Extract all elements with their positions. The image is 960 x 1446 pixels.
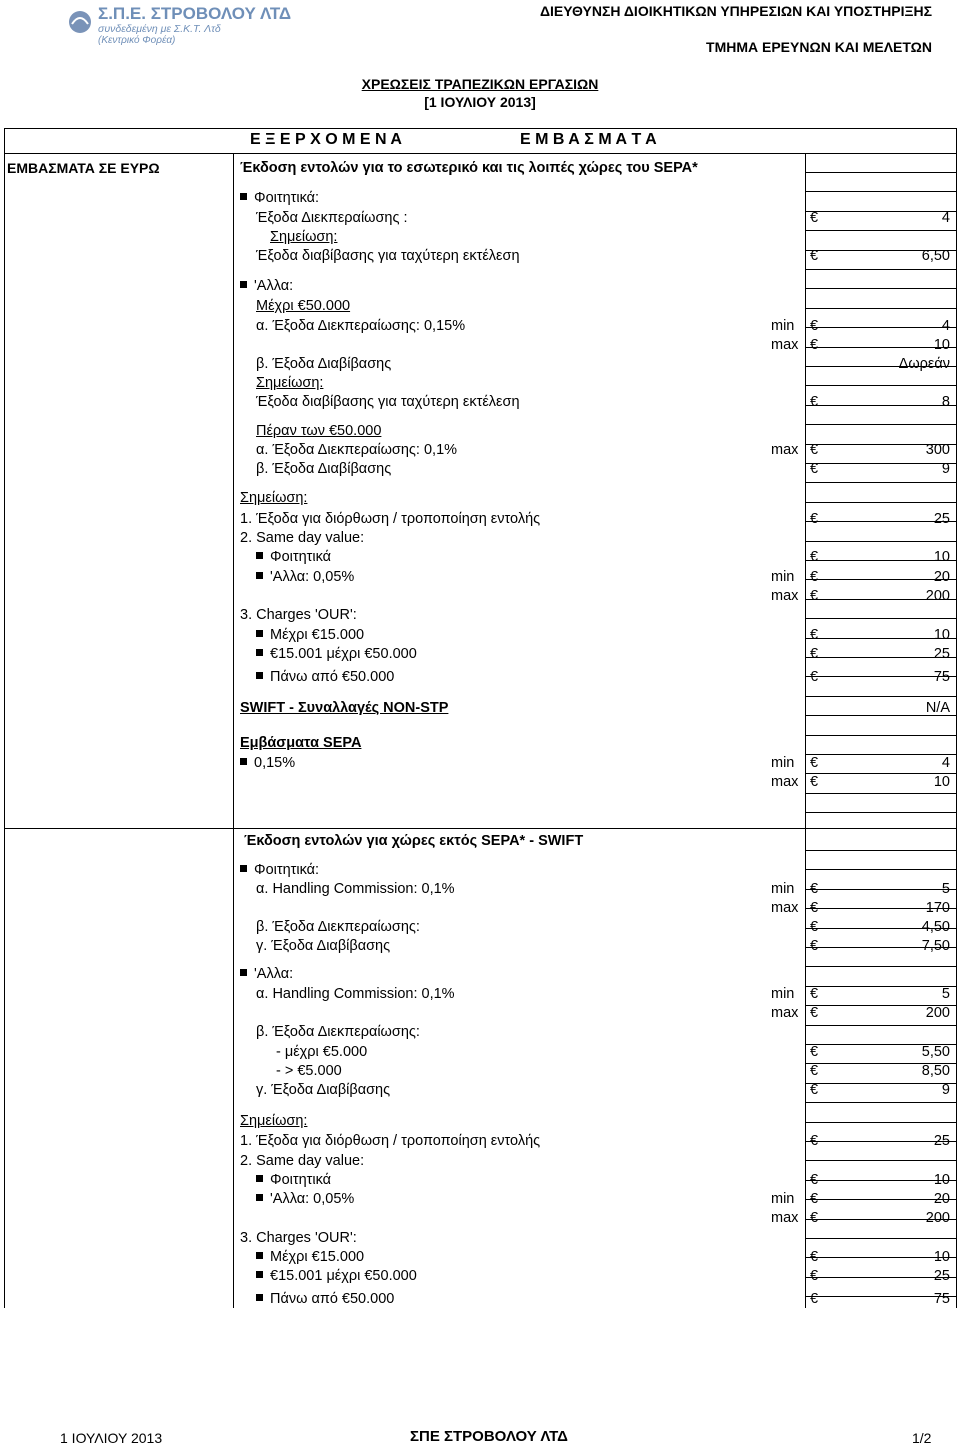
s2-o-c-transfer: γ. Έξοδα Διαβίβασης <box>256 1082 391 1098</box>
s2-our-a: Μέχρι €15.000 <box>256 1249 364 1265</box>
s1-sameday-students: Φοιτητικά <box>256 549 331 565</box>
grid-line <box>805 463 956 464</box>
s2-a-handling: α. Handling Commission: 0,1% <box>256 881 455 897</box>
footer-page: 1/2 <box>912 1430 932 1446</box>
s1-processing: Έξοδα Διεκπεραίωσης : <box>256 210 408 226</box>
section1-title: Έκδοση εντολών για το εσωτερικό και τις λοιπές χώρες του SEPA* <box>240 160 698 176</box>
s1-note2: Σημείωση: <box>256 375 324 391</box>
grid-line <box>805 541 956 542</box>
logo-title: Σ.Π.Ε. ΣΤΡΟΒΟΛΟΥ ΛΤΔ <box>98 4 292 23</box>
s1-note-correction: 1. Έξοδα για διόρθωση / τροποποίηση εντολής <box>240 511 541 527</box>
s1-sepa-min-label: min <box>771 755 795 771</box>
s2-o-b1: - μέχρι €5.000 <box>276 1044 368 1060</box>
s1-note: Σημείωση: <box>270 229 338 245</box>
grid-line <box>805 482 956 483</box>
s1-our-c: Πάνω από €50.000 <box>256 669 394 685</box>
s1-beyond: Πέραν των €50.000 <box>256 423 382 439</box>
grid-line <box>805 735 956 736</box>
grid-line <box>805 1102 956 1103</box>
s2-o-b2: - > €5.000 <box>276 1063 342 1079</box>
grid-line <box>805 889 956 890</box>
grid-line <box>805 754 956 755</box>
header-department: ΔΙΕΥΘΥΝΣΗ ΔΙΟΙΚΗΤΙΚΩΝ ΥΠΗΡΕΣΙΩΝ ΚΑΙ ΥΠΟΣΤΗΡΙΞΗΣ <box>539 3 932 19</box>
grid-line <box>805 986 956 987</box>
grid-line <box>805 812 956 813</box>
s1-a-min-label: min <box>771 318 795 334</box>
grid-line <box>805 1083 956 1084</box>
s2-others: 'Αλλα: <box>240 966 293 982</box>
s2-b-processing: β. Έξοδα Διεκπεραίωσης: <box>256 919 420 935</box>
grid-line <box>805 191 956 192</box>
s1-upto: Μέχρι €50.000 <box>256 298 351 314</box>
s2-sameday-students: Φοιτητικά <box>256 1172 331 1188</box>
s1-faster: Έξοδα διαβίβασης για ταχύτερη εκτέλεση <box>256 248 520 264</box>
s1-sepa-incoming: Εμβάσματα SEPA <box>240 735 362 751</box>
s1-sameday-min-label: min <box>771 569 795 585</box>
s2-students: Φοιτητικά: <box>240 862 319 878</box>
grid-line <box>805 288 956 289</box>
s2-sameday-max-label: max <box>771 1210 799 1226</box>
grid-line <box>805 385 956 386</box>
column-head-incoming: Ε Μ Β Α Σ Μ Α Τ Α <box>520 131 657 148</box>
footer-date: 1 ΙΟΥΛΙΟΥ 2013 <box>60 1430 163 1446</box>
s2-o-a-max-label: max <box>771 1005 799 1021</box>
document-title: ΧΡΕΩΣΕΙΣ ΤΡΑΠΕΖΙΚΩΝ ΕΡΓΑΣΙΩΝ <box>361 76 599 92</box>
column-head-outgoing: Ε Ξ Ε Ρ Χ Ο Μ Ε Ν Α <box>250 131 402 148</box>
s1-our-b: €15.001 μέχρι €50.000 <box>256 646 417 662</box>
logo-line2: (Κεντρικό Φορέα) <box>98 35 176 46</box>
s2-o-b-processing: β. Έξοδα Διεκπεραίωσης: <box>256 1024 420 1040</box>
grid-line <box>805 696 956 697</box>
s1-b-transfer: β. Έξοδα Διαβίβασης <box>256 356 392 372</box>
s1-faster2: Έξοδα διαβίβασης για ταχύτερη εκτέλεση <box>256 394 520 410</box>
document-date: [1 ΙΟΥΛΙΟΥ 2013] <box>424 94 536 110</box>
logo-line1: συνδεδεμένη με Σ.Κ.Τ. Λτδ <box>98 23 221 35</box>
s1-note-our: 3. Charges 'OUR': <box>240 607 357 623</box>
s2-o-a-min-label: min <box>771 986 795 1002</box>
s1-our-a: Μέχρι €15.000 <box>256 627 364 643</box>
grid-line <box>805 211 956 212</box>
s1-notes-title: Σημείωση: <box>240 490 308 506</box>
s1-swift-nonstp: SWIFT - Συναλλαγές NON-STP <box>240 700 449 716</box>
s1-students: Φοιτητικά: <box>240 190 319 206</box>
logo <box>66 4 292 46</box>
grid-line <box>805 1160 956 1161</box>
section2-title: Έκδοση εντολών για χώρες εκτός SEPA* - SWIFT <box>244 833 584 849</box>
s2-sameday-others: 'Αλλα: 0,05% <box>256 1191 354 1207</box>
header-section: ΤΜΗΜΑ ΕΡΕΥΝΩΝ ΚΑΙ ΜΕΛΕΤΩΝ <box>706 39 932 55</box>
grid-line <box>805 966 956 967</box>
s2-note-sameday: 2. Same day value: <box>240 1153 365 1169</box>
s2-c-transfer: γ. Έξοδα Διαβίβασης <box>256 938 391 954</box>
grid-line <box>805 327 956 328</box>
s1-sameday-others: 'Αλλα: 0,05% <box>256 569 354 585</box>
row-label: ΕΜΒΑΣΜΑΤΑ ΣΕ ΕΥΡΩ <box>7 160 160 176</box>
grid-line <box>805 618 956 619</box>
s2-note-our: 3. Charges 'OUR': <box>240 1230 357 1246</box>
s2-a-min-label: min <box>771 881 795 897</box>
s2-sameday-min-label: min <box>771 1191 795 1207</box>
s1-sameday-max-label: max <box>771 588 799 604</box>
s2-o-a-handling: α. Handling Commission: 0,1% <box>256 986 455 1002</box>
grid-line <box>805 308 956 309</box>
s1-a-processing: α. Έξοδα Διεκπεραίωσης: 0,15% <box>256 318 466 334</box>
s2-our-b: €15.001 μέχρι €50.000 <box>256 1268 417 1284</box>
grid-line <box>805 405 956 406</box>
s1-others: 'Αλλα: <box>240 278 293 294</box>
grid-line <box>805 793 956 794</box>
grid-line <box>805 1238 956 1239</box>
s1-note-sameday: 2. Same day value: <box>240 530 365 546</box>
grid-line <box>805 424 956 425</box>
grid-line <box>805 502 956 503</box>
s2-notes-title: Σημείωση: <box>240 1113 308 1129</box>
grid-line <box>805 1122 956 1123</box>
s1-a2-max-label: max <box>771 442 799 458</box>
grid-line <box>805 869 956 870</box>
s1-a2-processing: α. Έξοδα Διεκπεραίωσης: 0,1% <box>256 442 458 458</box>
footer-org: ΣΠΕ ΣΤΡΟΒΟΛΟΥ ΛΤΔ <box>410 1428 568 1445</box>
s1-b2-transfer: β. Έξοδα Διαβίβασης <box>256 461 392 477</box>
grid-line <box>805 850 956 851</box>
grid-line <box>805 1025 956 1026</box>
grid-line <box>805 172 956 173</box>
s1-sepa-pct: 0,15% <box>240 755 295 771</box>
s2-a-max-label: max <box>771 900 799 916</box>
grid-line <box>805 269 956 270</box>
s1-a-max-label: max <box>771 337 799 353</box>
s2-note-correction: 1. Έξοδα για διόρθωση / τροποποίηση εντολής <box>240 1133 541 1149</box>
s2-our-c: Πάνω από €50.000 <box>256 1291 394 1307</box>
s1-sepa-max-label: max <box>771 774 799 790</box>
grid-line <box>805 230 956 231</box>
